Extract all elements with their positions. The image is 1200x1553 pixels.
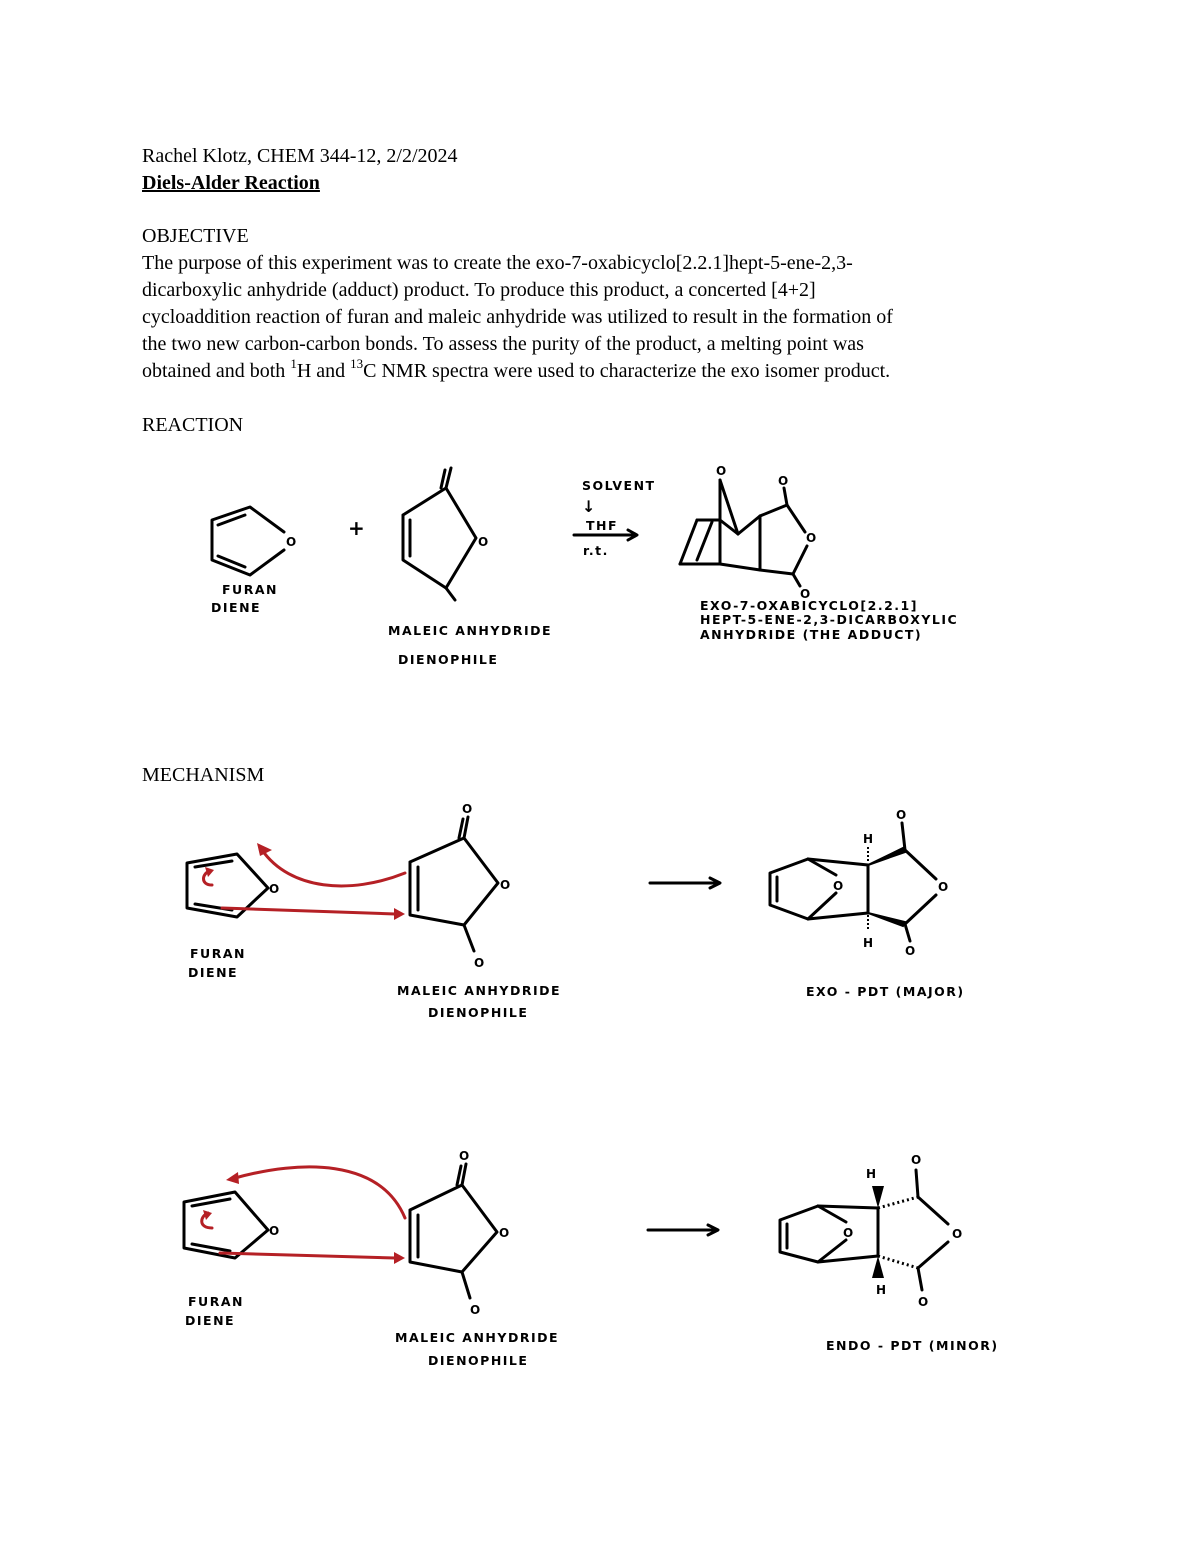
objective-line-4: the two new carbon-carbon bonds. To assess the purity of the product, a melting point was	[142, 333, 864, 355]
endo-product-label: ENDO - PDT (MINOR)	[826, 1338, 999, 1353]
endo-dienophile-label: DIENOPHILE	[428, 1353, 529, 1368]
endo-ma-carbonyl-bottom: O	[470, 1303, 481, 1317]
endo-maleic-anhydride-structure	[410, 1149, 509, 1317]
objective-heading: OBJECTIVE	[142, 225, 249, 247]
objective-line-5a: obtained and both	[142, 360, 291, 382]
solvent-label: SOLVENT	[582, 478, 656, 493]
exo-diene-label: DIENE	[188, 965, 239, 980]
thf-label: THF	[586, 518, 619, 533]
mechanism-heading: MECHANISM	[142, 764, 265, 786]
adduct-carbonyl-oxygen-bottom: O	[800, 587, 811, 601]
endo-product-h-top: H	[866, 1167, 877, 1181]
adduct-structure	[680, 464, 816, 601]
mechanism-exo-scheme	[0, 795, 1200, 1035]
product-name-line-2: HEPT-5-ENE-2,3-DICARBOXYLIC	[700, 612, 959, 627]
exo-product-carbonyl-bottom: O	[905, 944, 916, 958]
endo-ma-ring-oxygen: O	[499, 1226, 510, 1240]
objective-line-1: The purpose of this experiment was to create the exo-7-oxabicyclo[2.2.1]hept-5-ene-2,3-	[142, 252, 853, 274]
adduct-ring-oxygen: O	[806, 531, 817, 545]
exo-product-label: EXO - PDT (MAJOR)	[806, 984, 965, 999]
endo-maleic-label: MALEIC ANHYDRIDE	[395, 1330, 560, 1345]
endo-furan-label: FURAN	[188, 1294, 244, 1309]
objective-line-3: cycloaddition reaction of furan and maleic anhydride was utilized to result in the formation of	[142, 306, 893, 328]
exo-product-carbonyl-top: O	[896, 808, 907, 822]
objective-line-2: dicarboxylic anhydride (adduct) product. To produce this product, a concerted [4+2]	[142, 279, 816, 301]
exo-dienophile-label: DIENOPHILE	[428, 1005, 529, 1020]
objective-paragraph	[142, 250, 1042, 385]
objective-line-5	[142, 358, 1042, 385]
exo-product-structure	[770, 808, 948, 958]
rt-label: r.t.	[583, 543, 609, 558]
exo-furan-oxygen: O	[269, 882, 280, 896]
exo-product-h-bottom: H	[863, 936, 874, 950]
endo-product-bridge-oxygen: O	[843, 1226, 854, 1240]
furan-label: FURAN	[222, 582, 278, 597]
exo-maleic-anhydride-structure	[410, 802, 510, 970]
objective-line-5c: C NMR spectra were used to characterize the exo isomer product.	[363, 360, 891, 382]
furan-structure	[212, 507, 296, 575]
exo-ma-carbonyl-top: O	[462, 802, 473, 816]
furan-oxygen: O	[286, 535, 297, 549]
exo-product-ring-oxygen: O	[938, 880, 949, 894]
exo-ma-ring-oxygen: O	[500, 878, 511, 892]
mechanism-endo-scheme	[0, 1140, 1200, 1380]
endo-product-carbonyl-bottom: O	[918, 1295, 929, 1309]
product-name-line-1: EXO-7-OXABICYCLO[2.2.1]	[700, 598, 918, 613]
maleic-label: MALEIC ANHYDRIDE	[388, 623, 553, 638]
ma-ring-oxygen: O	[478, 535, 489, 549]
product-name-line-3: ANHYDRIDE (THE ADDUCT)	[700, 627, 923, 642]
endo-diene-label: DIENE	[185, 1313, 236, 1328]
endo-ma-carbonyl-top: O	[459, 1149, 470, 1163]
document-title: Diels-Alder Reaction	[142, 172, 320, 194]
exo-product-bridge-oxygen: O	[833, 879, 844, 893]
exo-ma-carbonyl-bottom: O	[474, 956, 485, 970]
objective-line-5b: H and	[296, 360, 351, 382]
endo-product-h-bottom: H	[876, 1283, 887, 1297]
header-line: Rachel Klotz, CHEM 344-12, 2/2/2024	[142, 145, 458, 167]
endo-furan-structure	[184, 1192, 279, 1258]
endo-product-ring-oxygen: O	[952, 1227, 963, 1241]
plus-sign: +	[348, 516, 365, 540]
down-arrow: ↓	[582, 497, 597, 516]
endo-product-structure	[780, 1153, 962, 1309]
endo-furan-oxygen: O	[269, 1224, 280, 1238]
exo-maleic-label: MALEIC ANHYDRIDE	[397, 983, 562, 998]
adduct-bridge-oxygen: O	[716, 464, 727, 478]
diene-label: DIENE	[211, 600, 262, 615]
c-superscript: 13	[350, 356, 364, 372]
endo-product-carbonyl-top: O	[911, 1153, 922, 1167]
reaction-scheme	[0, 460, 1200, 680]
exo-product-h-top: H	[863, 832, 874, 846]
exo-furan-label: FURAN	[190, 946, 246, 961]
maleic-anhydride-structure	[403, 468, 488, 600]
reaction-heading: REACTION	[142, 414, 244, 436]
h-superscript: 1	[290, 356, 297, 372]
dienophile-label: DIENOPHILE	[398, 652, 499, 667]
adduct-carbonyl-oxygen-top: O	[778, 474, 789, 488]
